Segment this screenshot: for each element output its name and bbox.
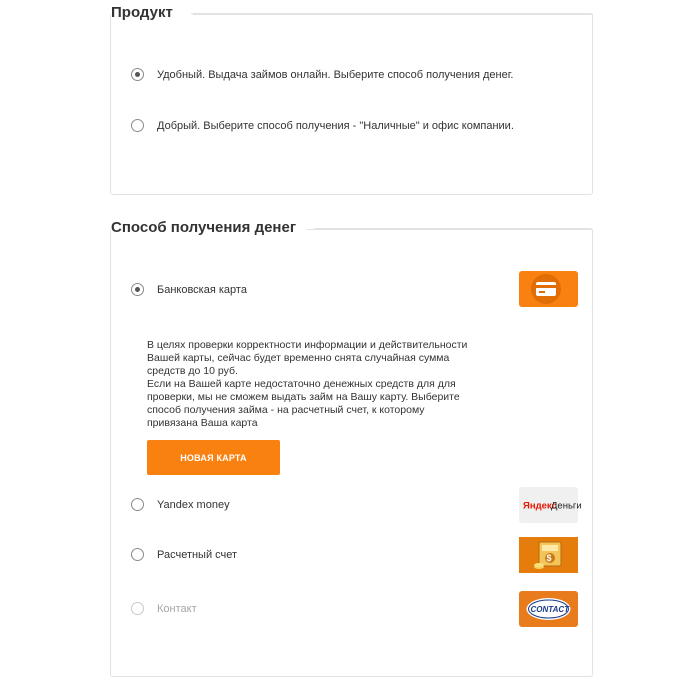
svg-text:$: $ [546, 553, 552, 563]
contact-logo-text: CONTACT [530, 605, 570, 614]
product-section [110, 4, 593, 195]
legend-divider [193, 14, 593, 15]
contact-icon [519, 591, 578, 627]
yandex-logo-text: Яндекс [523, 500, 557, 512]
method-option-bank-account[interactable] [131, 548, 237, 561]
product-option-convenient[interactable] [131, 68, 513, 81]
info-line: проверки, мы не сможем выдать займ на Вашу карту. Выберите [147, 391, 460, 403]
product-option-label: Добрый. Выберите способ получения - "Наличные" и офис компании. [157, 119, 514, 132]
method-option-contact[interactable] [131, 602, 197, 615]
method-option-label: Расчетный счет [157, 548, 238, 561]
radio-button[interactable] [131, 602, 144, 615]
radio-button[interactable] [131, 498, 144, 511]
product-option-kind[interactable] [131, 119, 514, 132]
yandex-money-icon [519, 487, 582, 523]
info-line: В целях проверки корректности информации и действительности [147, 339, 468, 351]
bank-account-icon [519, 537, 578, 573]
radio-button[interactable] [131, 283, 144, 296]
new-card-button[interactable]: НОВАЯ КАРТА [147, 440, 280, 475]
legend-divider [307, 229, 593, 230]
method-option-bank-card[interactable] [131, 283, 247, 296]
bank-card-info-text [147, 339, 487, 430]
method-option-label: Yandex money [157, 498, 230, 511]
info-line: способ получения займа - на расчетный счет, к которому [147, 404, 425, 416]
radio-button[interactable] [131, 119, 144, 132]
info-line: средств до 10 руб. [147, 365, 238, 377]
method-option-label: Контакт [157, 602, 197, 615]
product-option-label: Удобный. Выдача займов онлайн. Выберите способ получения денег. [157, 68, 514, 81]
radio-button[interactable] [131, 68, 144, 81]
product-legend: Продукт [111, 3, 191, 23]
info-line: Вашей карты, сейчас будет временно снята случайная сумма [147, 352, 450, 364]
info-line: Если на Вашей карте недостаточно денежных средств для для [147, 378, 456, 390]
payout-method-section [110, 219, 593, 677]
method-option-label: Банковская карта [157, 283, 247, 296]
info-line: привязана Ваша карта [147, 417, 258, 429]
radio-button[interactable] [131, 548, 144, 561]
yandex-logo-text: Деньги [551, 500, 582, 512]
bank-card-icon [519, 271, 578, 307]
method-option-yandex-money[interactable] [131, 498, 230, 511]
payout-method-legend: Способ получения денег [111, 218, 314, 238]
